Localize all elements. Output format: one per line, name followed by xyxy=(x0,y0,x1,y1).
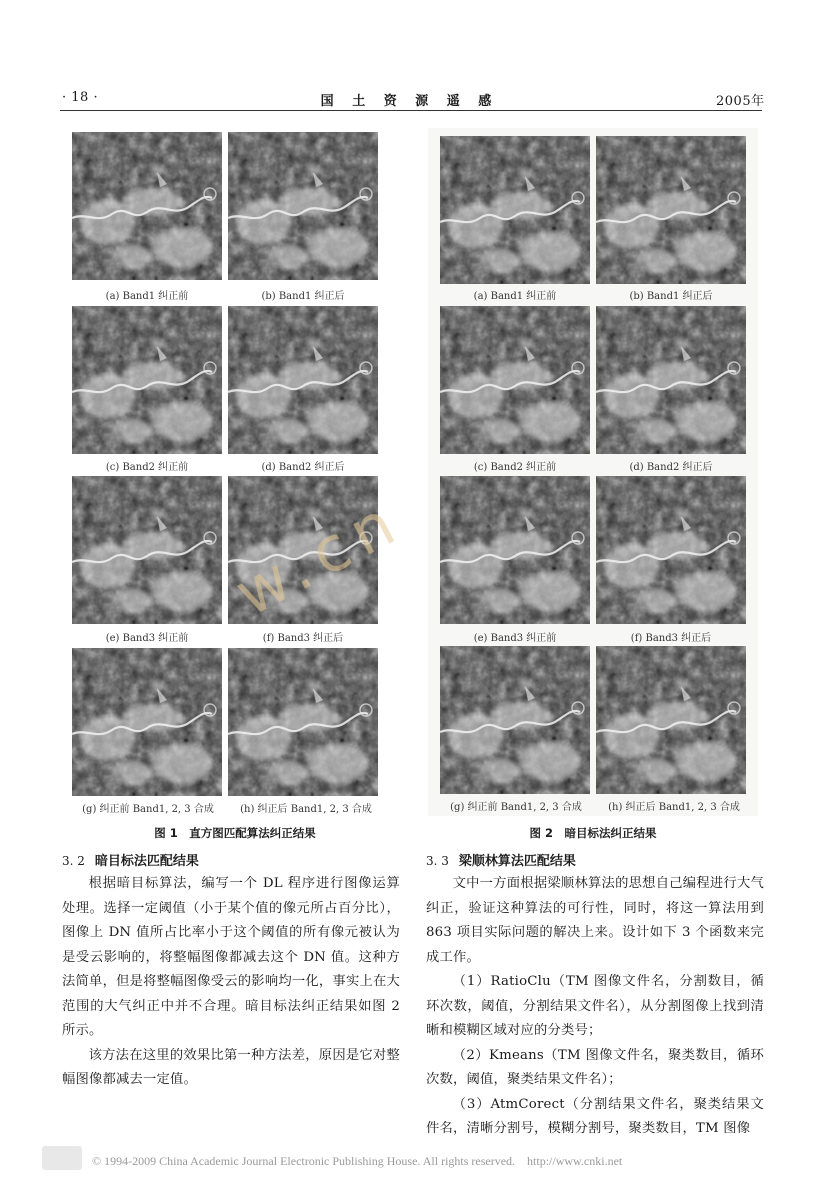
header-rule xyxy=(60,110,762,111)
fig1-image-e xyxy=(72,476,222,624)
section-3-2-heading xyxy=(62,850,199,869)
fig2-caption-b: (b) Band1 纠正后 xyxy=(629,291,713,302)
fig2-image-c xyxy=(440,306,590,454)
section-3-3-body xyxy=(426,872,764,1142)
section-3-2-number: 3. 2 xyxy=(62,854,85,868)
fig2-caption-c: (c) Band2 纠正前 xyxy=(473,462,557,473)
fig1-caption-a: (a) Band1 纠正前 xyxy=(105,291,189,302)
fig1-image-b xyxy=(228,132,378,280)
page-number: · 18 · xyxy=(62,90,99,105)
journal-title: 国 土 资 源 遥 感 xyxy=(320,94,499,109)
section-3-3-item-2: （2）Kmeans（TM 图像文件名，聚类数目，循环次数，阈值，聚类结果文件名）； xyxy=(426,1047,764,1087)
fig1-caption-f: (f) Band3 纠正后 xyxy=(262,633,344,644)
section-3-2-paragraph-2: 该方法在这里的效果比第一种方法差，原因是它对整幅图像都减去一定值。 xyxy=(62,1047,400,1087)
fig1-caption-d: (d) Band2 纠正后 xyxy=(261,462,345,473)
fig2-caption-e: (e) Band3 纠正前 xyxy=(473,633,557,644)
section-3-3-heading xyxy=(426,850,576,869)
fig2-image-f xyxy=(596,476,746,624)
fig2-caption-f: (f) Band3 纠正后 xyxy=(630,633,712,644)
fig1-image-a xyxy=(72,132,222,280)
fig2-image-a xyxy=(440,136,590,284)
fig1-caption-h: (h) 纠正后 Band1, 2, 3 合成 xyxy=(240,804,372,815)
section-3-2-body xyxy=(62,872,400,1093)
fig1-image-d xyxy=(228,306,378,454)
cnki-logo xyxy=(42,1146,82,1170)
year: 2005年 xyxy=(716,94,765,109)
fig1-caption-c: (c) Band2 纠正前 xyxy=(105,462,189,473)
section-3-2-paragraph-1: 根据暗目标算法，编写一个 DL 程序进行图像运算处理。选择一定阈值（小于某个值的像元所占百分比），图像上 DN 值所占比率小于这个阈值的所有像元被认为是受云影响的，将整幅图像都减去这个 DN 值。这种方法简单，但是将整幅图像受云的影响均一化，事实上在大范围的大气纠正中并不合理。暗目标法纠正结果如图 2 所示。 xyxy=(62,876,400,1038)
fig1-image-h xyxy=(228,648,378,796)
fig1-caption-b: (b) Band1 纠正后 xyxy=(261,291,345,302)
figure-1-title: 图 1 直方图匹配算法纠正结果 xyxy=(154,826,316,840)
fig2-image-e xyxy=(440,476,590,624)
fig2-image-d xyxy=(596,306,746,454)
section-3-3-item-3: （3）AtmCorect（分割结果文件名，聚类结果文件名，清晰分割号，模糊分割号，聚类数目，TM 图像 xyxy=(426,1096,764,1136)
fig2-image-h xyxy=(596,646,746,794)
section-3-3-title: 梁顺林算法匹配结果 xyxy=(458,854,576,869)
section-3-3-number: 3. 3 xyxy=(426,854,449,868)
fig1-caption-g: (g) 纠正前 Band1, 2, 3 合成 xyxy=(82,804,214,815)
fig2-image-g xyxy=(440,646,590,794)
section-3-3-paragraph-1: 文中一方面根据梁顺林算法的思想自己编程进行大气纠正，验证这种算法的可行性，同时，将这一算法用到 863 项目实际问题的解决上来。设计如下 3 个函数来完成工作。 xyxy=(426,876,764,965)
fig1-caption-e: (e) Band3 纠正前 xyxy=(105,633,189,644)
fig2-caption-g: (g) 纠正前 Band1, 2, 3 合成 xyxy=(450,802,582,813)
fig2-image-b xyxy=(596,136,746,284)
fig2-caption-h: (h) 纠正后 Band1, 2, 3 合成 xyxy=(608,802,740,813)
section-3-3-item-1: （1）RatioClu（TM 图像文件名，分割数目，循环次数，阈值，分割结果文件名），从分割图像上找到清晰和模糊区域对应的分类号； xyxy=(426,974,764,1038)
figure-2-title: 图 2 暗目标法纠正结果 xyxy=(529,826,657,840)
section-3-2-title: 暗目标法匹配结果 xyxy=(94,854,199,869)
fig2-caption-d: (d) Band2 纠正后 xyxy=(629,462,713,473)
fig1-image-g xyxy=(72,648,222,796)
footer-copyright: © 1994-2009 China Academic Journal Electronic Publishing House. All rights reserved. http://www.cnki.net xyxy=(92,1154,623,1168)
watermark: w.cn xyxy=(223,482,415,631)
fig1-image-c xyxy=(72,306,222,454)
fig2-caption-a: (a) Band1 纠正前 xyxy=(473,291,557,302)
